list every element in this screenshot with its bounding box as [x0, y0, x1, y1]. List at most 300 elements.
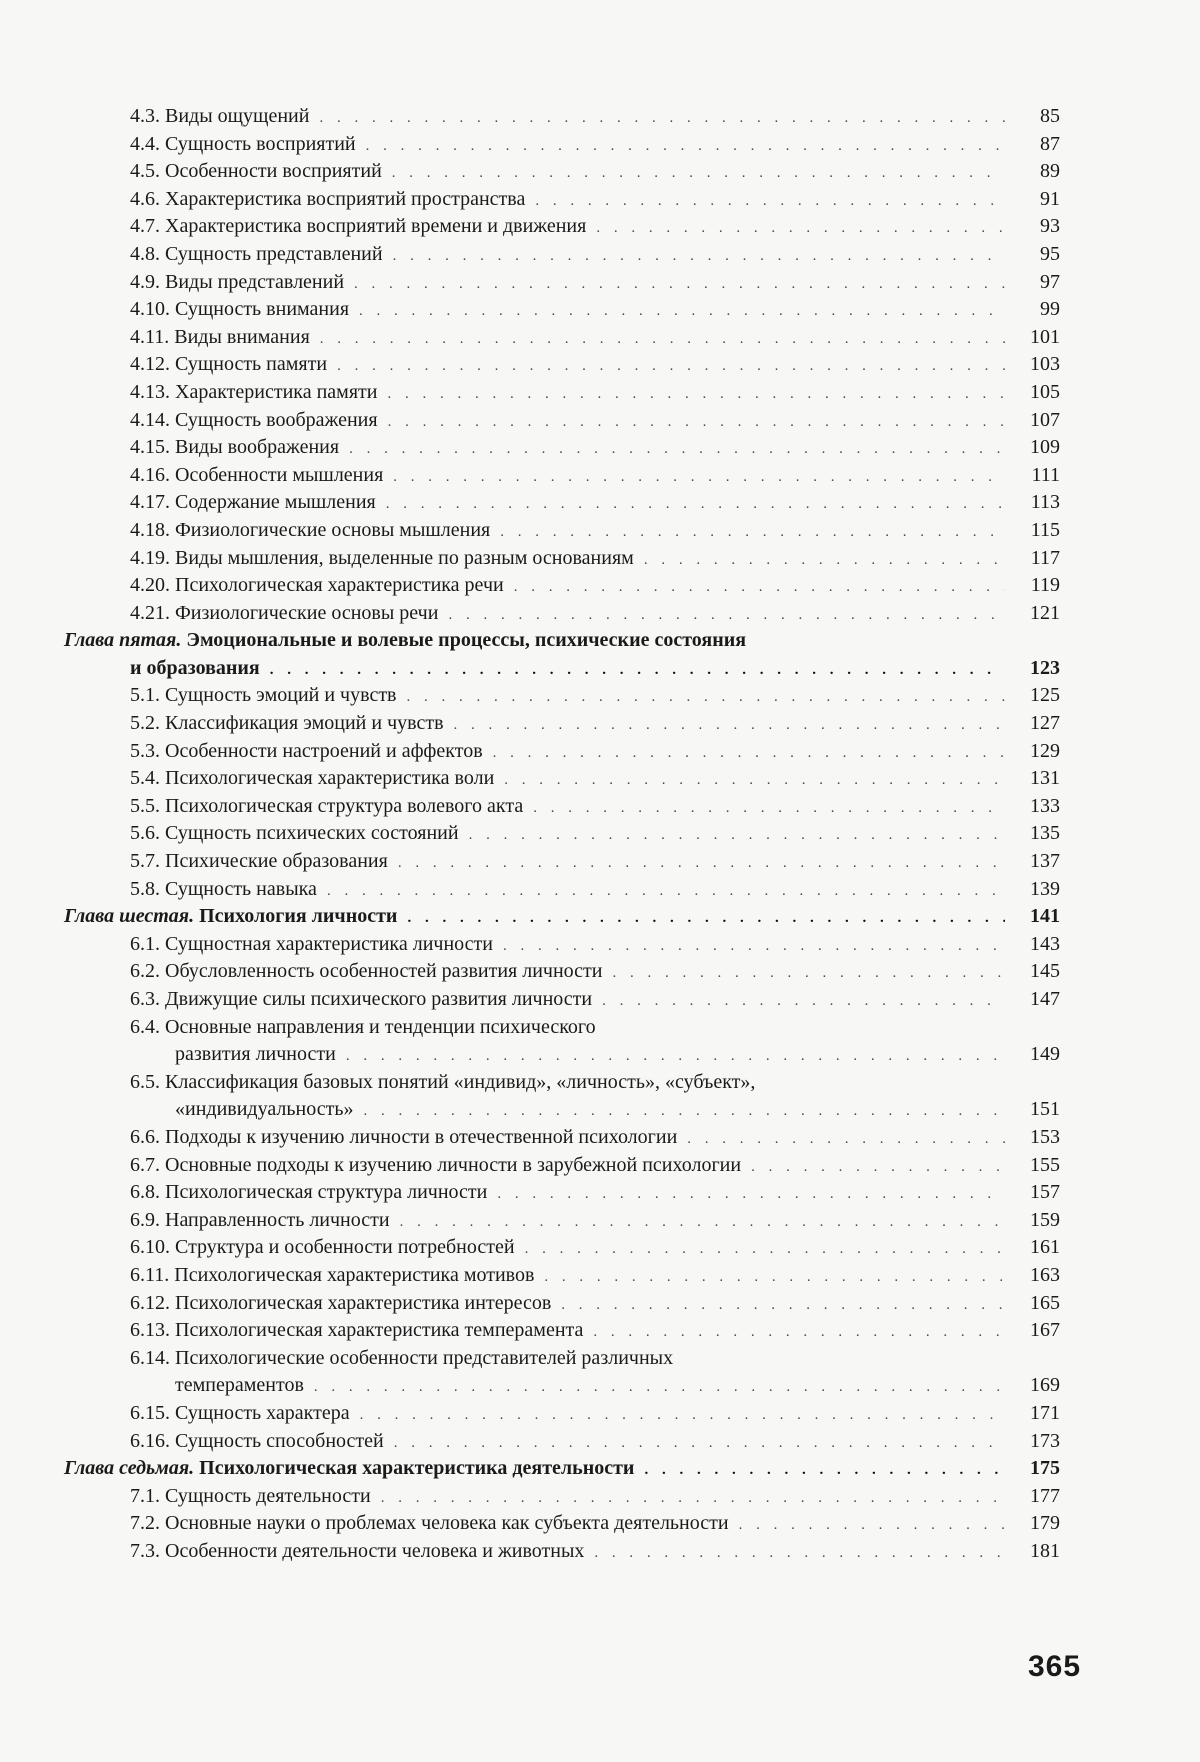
dot-leader	[525, 1236, 1005, 1264]
dot-leader	[394, 1430, 1005, 1458]
toc-entry-text: 6.8. Психологическая структура личности	[130, 1181, 488, 1204]
toc-entry-title	[130, 572, 514, 600]
toc-entry-line	[130, 1179, 1005, 1207]
dot-leader	[533, 795, 1005, 823]
toc-page-number: 129	[1030, 739, 1060, 762]
toc-entry	[0, 103, 1200, 131]
toc-page-number: 177	[1030, 1484, 1060, 1507]
toc-entry-title	[130, 296, 359, 324]
toc-page-number: 127	[1030, 712, 1060, 735]
toc-entry-line	[130, 1317, 1005, 1345]
toc-entry-line	[175, 1041, 1005, 1069]
dot-leader	[393, 464, 1005, 492]
toc-entry-line	[130, 1428, 1005, 1456]
toc-entry-line	[130, 131, 1005, 159]
toc-entry-title	[130, 1152, 751, 1180]
toc-entry-title	[130, 958, 613, 986]
toc-entry-line	[130, 407, 1005, 435]
toc-entry-title	[130, 876, 327, 904]
toc-entry-title	[130, 379, 387, 407]
toc-page-number: 153	[1030, 1125, 1060, 1148]
toc-page-number: 175	[1030, 1457, 1060, 1480]
toc-entry	[0, 655, 1200, 683]
toc-entry-line	[130, 820, 1005, 848]
toc-entry-line	[130, 103, 1005, 131]
toc-entry-line	[130, 517, 1005, 545]
toc-entry-line	[130, 1262, 1005, 1290]
toc-page-number: 141	[1030, 905, 1060, 928]
toc-entry-text: 5.1. Сущность эмоций и чувств	[130, 684, 397, 707]
toc-entry-title	[130, 434, 349, 462]
toc-page-number: 85	[1040, 105, 1060, 127]
toc-entry-line	[130, 379, 1005, 407]
toc-entry-line	[130, 1510, 1005, 1538]
toc-entry-title	[130, 1262, 544, 1290]
toc-entry-title	[130, 1345, 683, 1373]
toc-entry	[0, 1400, 1200, 1428]
dot-leader	[270, 657, 1005, 685]
toc-entry-title	[130, 682, 407, 710]
toc-entry-text: 6.12. Психологическая характеристика интересов	[130, 1291, 552, 1314]
toc-entry	[0, 710, 1200, 738]
toc-entry-title	[64, 903, 407, 931]
toc-entry	[0, 1510, 1200, 1538]
toc-entry-title	[64, 627, 756, 655]
toc-page-number: 147	[1030, 988, 1060, 1010]
toc-entry	[0, 1207, 1200, 1235]
toc-entry	[0, 1290, 1200, 1318]
toc-entry	[0, 1234, 1200, 1262]
dot-leader	[363, 1098, 1005, 1126]
toc-entry-title	[130, 324, 320, 352]
toc-entry-text: 5.2. Классификация эмоций и чувств	[130, 712, 444, 735]
toc-entry	[0, 186, 1200, 214]
toc-entry-title	[130, 158, 392, 186]
toc-entry-text: 4.9. Виды представлений	[130, 270, 345, 293]
toc-entry-text: темпераментов	[175, 1374, 304, 1397]
dot-leader	[613, 960, 1006, 988]
toc-page-number: 161	[1030, 1236, 1060, 1259]
toc-entry-title	[130, 1179, 497, 1207]
toc-entry-title	[130, 131, 366, 159]
toc-entry-text: 4.15. Виды воображения	[130, 436, 340, 459]
toc-entry-title	[130, 351, 337, 379]
toc-entry-text: 7.3. Особенности деятельности человека и животных	[130, 1539, 585, 1562]
toc-entry	[0, 876, 1200, 904]
toc-entry-text: 4.18. Физиологические основы мышления	[130, 518, 491, 541]
toc-entry-text: 5.8. Сущность навыка	[130, 877, 317, 900]
toc-entry-line	[130, 269, 1005, 297]
dot-leader	[400, 1209, 1005, 1237]
toc-page-number: 181	[1030, 1539, 1060, 1562]
toc-entry-line	[130, 1234, 1005, 1262]
chapter-lead: Глава пятая.	[64, 629, 182, 652]
toc-entry	[0, 296, 1200, 324]
toc-page-number: 163	[1030, 1263, 1060, 1286]
toc-page-number: 135	[1030, 822, 1060, 845]
toc-entry-text: Эмоциональные и волевые процессы, психические состояния	[186, 629, 747, 652]
toc-entry-title	[175, 1372, 314, 1400]
toc-entry-title	[130, 462, 393, 490]
toc-entry	[0, 1455, 1200, 1483]
toc-entry-line	[130, 1069, 1005, 1097]
toc-entry-line	[130, 434, 1005, 462]
toc-entry-text: 4.11. Виды внимания	[130, 325, 310, 348]
dot-leader	[596, 215, 1005, 243]
toc-entry-line	[130, 793, 1005, 821]
toc-page-number: 123	[1030, 656, 1060, 679]
toc-entry-title	[130, 517, 500, 545]
toc-entry-text: 6.5. Классификация базовых понятий «индивид», «личность», «субъект»,	[130, 1070, 756, 1093]
toc-entry-text: «индивидуальность»	[175, 1098, 354, 1121]
toc-entry	[0, 517, 1200, 545]
toc-entry-line	[130, 1345, 1005, 1373]
toc-page-number: 151	[1030, 1098, 1060, 1121]
toc-entry-line	[130, 682, 1005, 710]
toc-page-number: 99	[1040, 298, 1060, 321]
dot-leader	[493, 740, 1005, 768]
toc-entry	[0, 1428, 1200, 1456]
toc-entry	[0, 545, 1200, 573]
toc-page-number: 91	[1040, 187, 1060, 210]
toc-entry-title	[130, 931, 503, 959]
toc-entry	[0, 1014, 1200, 1042]
dot-leader	[514, 574, 1005, 602]
toc-page-number: 95	[1040, 242, 1060, 265]
toc-entry	[0, 1041, 1200, 1069]
toc-entry	[0, 1372, 1200, 1400]
dot-leader	[644, 1457, 1005, 1485]
toc-page-number: 149	[1030, 1043, 1060, 1066]
toc-entry	[0, 793, 1200, 821]
toc-entry-title	[175, 1041, 346, 1069]
dot-leader	[593, 1319, 1005, 1347]
toc-entry-line	[130, 958, 1005, 986]
dot-leader	[327, 878, 1005, 906]
toc-page-number: 157	[1030, 1181, 1060, 1204]
dot-leader	[388, 409, 1005, 437]
toc-entry	[0, 269, 1200, 297]
dot-leader	[320, 326, 1005, 354]
toc-page-number: 167	[1030, 1319, 1060, 1342]
dot-leader	[337, 353, 1005, 381]
toc-entry-text: 4.6. Характеристика восприятий пространства	[130, 187, 526, 210]
toc-entry-title	[64, 1455, 644, 1483]
toc-entry	[0, 351, 1200, 379]
toc-page-number: 119	[1030, 574, 1060, 597]
toc-entry-text: 6.15. Сущность характера	[130, 1401, 350, 1424]
toc-entry-line	[130, 1124, 1005, 1152]
dot-leader	[360, 1402, 1005, 1430]
toc-entry	[0, 1262, 1200, 1290]
toc-entry-text: 6.16. Сущность способностей	[130, 1429, 384, 1452]
toc-entry-line	[130, 186, 1005, 214]
dot-leader	[354, 271, 1005, 299]
toc-entry	[0, 1152, 1200, 1180]
toc-entry	[0, 572, 1200, 600]
toc-entry-line	[130, 738, 1005, 766]
toc-entry-line	[130, 600, 1005, 628]
toc-entry-line	[130, 351, 1005, 379]
toc-entry-title	[130, 1290, 561, 1318]
toc-entry-text: 4.17. Содержание мышления	[130, 491, 376, 514]
toc-entry-line	[64, 1455, 1005, 1483]
toc-entry-title	[130, 1124, 687, 1152]
toc-entry-text: 6.10. Структура и особенности потребностей	[130, 1236, 515, 1259]
toc-entry-text: 6.1. Сущностная характеристика личности	[130, 932, 493, 955]
toc-entry-title	[130, 1400, 360, 1428]
toc-page-number: 107	[1030, 408, 1060, 431]
toc-entry	[0, 986, 1200, 1014]
toc-entry	[0, 903, 1200, 931]
toc-entry-text: 5.3. Особенности настроений и аффектов	[130, 739, 483, 762]
toc-entry-title	[130, 213, 596, 241]
toc-entry-line	[130, 1538, 1005, 1566]
chapter-lead: Глава шестая.	[64, 905, 195, 928]
toc-page-number: 169	[1030, 1374, 1060, 1397]
toc-entry-title	[130, 489, 386, 517]
toc-entry	[0, 1538, 1200, 1566]
toc-entry-title	[130, 793, 533, 821]
toc-page-number: 101	[1030, 325, 1060, 348]
toc-entry-title	[130, 241, 393, 269]
toc-entry-text: 6.11. Психологическая характеристика мотивов	[130, 1263, 535, 1286]
toc-entry-title	[130, 710, 454, 738]
dot-leader	[381, 1485, 1005, 1513]
toc-entry-line	[130, 710, 1005, 738]
toc-page-number: 109	[1030, 436, 1060, 459]
toc-entry	[0, 931, 1200, 959]
toc-entry	[0, 379, 1200, 407]
toc-page-number: 125	[1030, 684, 1060, 707]
toc-entry-text: 6.7. Основные подходы к изучению личности в зарубежной психологии	[130, 1153, 742, 1176]
toc-entry	[0, 627, 1200, 655]
toc-entry-title	[130, 1538, 594, 1566]
toc-entry-line	[130, 1014, 1005, 1042]
toc-entry-line	[64, 903, 1005, 931]
toc-entry-text: 4.16. Особенности мышления	[130, 463, 384, 486]
dot-leader	[407, 684, 1005, 712]
toc-page-number: 131	[1030, 767, 1060, 790]
toc-entry	[0, 1345, 1200, 1373]
toc-page-number: 103	[1030, 353, 1060, 376]
toc-entry-line	[130, 1152, 1005, 1180]
toc-entry-text: 6.6. Подходы к изучению личности в отечественной психологии	[130, 1125, 678, 1148]
toc-entry-title	[130, 986, 602, 1014]
toc-entry-text: 6.9. Направленность личности	[130, 1208, 390, 1231]
toc-entry	[0, 600, 1200, 628]
dot-leader	[497, 1181, 1005, 1209]
dot-leader	[687, 1126, 1005, 1154]
toc-entry-text: 4.7. Характеристика восприятий времени и движения	[130, 215, 587, 238]
table-of-contents	[0, 103, 1200, 1565]
toc-entry-title	[130, 1207, 400, 1235]
dot-leader	[386, 491, 1005, 519]
dot-leader	[454, 712, 1005, 740]
toc-entry-line	[130, 1483, 1005, 1511]
dot-leader	[751, 1154, 1005, 1182]
toc-entry-line	[130, 241, 1005, 269]
toc-page-number: 89	[1040, 160, 1060, 183]
toc-entry	[0, 1317, 1200, 1345]
toc-entry-text: 5.6. Сущность психических состояний	[130, 822, 459, 845]
toc-page-number: 115	[1030, 518, 1060, 541]
toc-entry	[0, 324, 1200, 352]
toc-entry-line	[130, 931, 1005, 959]
toc-page-number: 139	[1030, 877, 1060, 900]
dot-leader	[500, 519, 1005, 547]
toc-entry-line	[130, 545, 1005, 573]
dot-leader	[314, 1374, 1005, 1402]
toc-entry	[0, 1483, 1200, 1511]
toc-page-number: 159	[1030, 1208, 1060, 1231]
dot-leader	[503, 933, 1005, 961]
toc-entry-text: 4.12. Сущность памяти	[130, 353, 328, 376]
toc-entry-text: 4.8. Сущность представлений	[130, 242, 383, 265]
dot-leader	[561, 1292, 1005, 1320]
toc-entry-line	[130, 1400, 1005, 1428]
dot-leader	[393, 243, 1005, 271]
toc-entry-text: 4.19. Виды мышления, выделенные по разным основаниям	[130, 546, 634, 569]
toc-entry-line	[130, 572, 1005, 600]
toc-entry-text: 5.5. Психологическая структура волевого акта	[130, 794, 524, 817]
toc-entry-text: 4.5. Особенности восприятий	[130, 160, 382, 183]
toc-entry	[0, 241, 1200, 269]
toc-page-number: 133	[1030, 794, 1060, 817]
toc-entry-text: развития личности	[175, 1043, 336, 1066]
toc-entry-text: 6.3. Движущие силы психического развития личности	[130, 988, 593, 1010]
toc-entry-line	[130, 1290, 1005, 1318]
dot-leader	[366, 133, 1005, 161]
dot-leader	[398, 850, 1005, 878]
toc-page-number: 105	[1030, 380, 1060, 403]
toc-entry	[0, 765, 1200, 793]
toc-entry-title	[130, 1428, 394, 1456]
dot-leader	[407, 905, 1005, 933]
toc-entry-line	[130, 158, 1005, 186]
toc-entry	[0, 848, 1200, 876]
toc-entry-title	[130, 820, 469, 848]
toc-page-number: 143	[1030, 932, 1060, 955]
toc-page-number: 171	[1030, 1401, 1060, 1424]
toc-entry-text: 6.4. Основные направления и тенденции психического	[130, 1015, 596, 1038]
toc-entry	[0, 958, 1200, 986]
toc-entry-text: 4.13. Характеристика памяти	[130, 380, 378, 403]
toc-entry-text: 6.14. Психологические особенности представителей различных	[130, 1346, 674, 1369]
toc-entry-line	[130, 1207, 1005, 1235]
dot-leader	[602, 988, 1005, 1016]
toc-entry-text: 4.14. Сущность воображения	[130, 408, 378, 431]
toc-entry-title	[130, 655, 270, 683]
toc-entry-title	[130, 407, 388, 435]
toc-entry-text: 6.13. Психологическая характеристика темперамента	[130, 1319, 584, 1342]
toc-entry-line	[130, 765, 1005, 793]
toc-page-number: 137	[1030, 850, 1060, 873]
toc-entry-title	[130, 1510, 739, 1538]
toc-entry-title	[130, 1317, 593, 1345]
toc-entry-title	[175, 1096, 363, 1124]
toc-page-number: 165	[1030, 1291, 1060, 1314]
toc-entry-title	[130, 765, 504, 793]
toc-entry-text: Психологическая характеристика деятельности	[199, 1457, 635, 1480]
toc-entry-title	[130, 848, 398, 876]
dot-leader	[504, 767, 1005, 795]
dot-leader	[469, 822, 1005, 850]
toc-entry-title	[130, 269, 354, 297]
page-number: 365	[1028, 1650, 1082, 1683]
toc-page-number: 155	[1030, 1153, 1060, 1176]
toc-entry-line	[130, 876, 1005, 904]
toc-entry-line	[130, 462, 1005, 490]
toc-entry-title	[130, 1234, 525, 1262]
toc-entry	[0, 213, 1200, 241]
toc-entry-line	[130, 296, 1005, 324]
toc-entry-text: 5.7. Психические образования	[130, 850, 388, 873]
dot-leader	[448, 602, 1005, 630]
toc-entry-line	[130, 213, 1005, 241]
toc-entry-title	[130, 103, 319, 131]
toc-entry-text: 4.21. Физиологические основы речи	[130, 601, 439, 624]
toc-entry	[0, 407, 1200, 435]
toc-entry-line	[130, 848, 1005, 876]
toc-entry	[0, 1179, 1200, 1207]
dot-leader	[346, 1043, 1005, 1071]
toc-entry-line	[64, 627, 1005, 655]
toc-entry-title	[130, 1014, 606, 1042]
toc-entry	[0, 820, 1200, 848]
toc-page-number: 179	[1030, 1512, 1060, 1535]
toc-entry-line	[130, 655, 1005, 683]
toc-entry-title	[130, 600, 448, 628]
toc-entry	[0, 1124, 1200, 1152]
toc-entry	[0, 1069, 1200, 1097]
dot-leader	[594, 1540, 1005, 1568]
toc-entry-title	[130, 738, 493, 766]
toc-entry-line	[130, 489, 1005, 517]
toc-entry-line	[130, 986, 1005, 1014]
toc-entry-text: 4.4. Сущность восприятий	[130, 132, 356, 155]
toc-entry-title	[130, 1069, 765, 1097]
toc-entry-line	[130, 324, 1005, 352]
toc-page-number: 145	[1030, 960, 1060, 983]
toc-entry	[0, 1096, 1200, 1124]
toc-entry-title	[130, 1483, 381, 1511]
toc-entry-text: 6.2. Обусловленность особенностей развития личности	[130, 960, 603, 983]
toc-entry	[0, 131, 1200, 159]
toc-entry-text: 7.2. Основные науки о проблемах человека как субъекта деятельности	[130, 1512, 729, 1535]
toc-entry	[0, 738, 1200, 766]
toc-entry-title	[130, 186, 535, 214]
toc-entry-text: Психология личности	[199, 905, 398, 928]
dot-leader	[349, 436, 1005, 464]
toc-entry	[0, 434, 1200, 462]
toc-entry-text: 4.20. Психологическая характеристика речи	[130, 574, 504, 597]
dot-leader	[319, 105, 1005, 133]
dot-leader	[392, 160, 1005, 188]
toc-page-number: 113	[1030, 491, 1060, 514]
toc-entry	[0, 462, 1200, 490]
toc-entry-text: 4.3. Виды ощущений	[130, 105, 310, 127]
toc-entry-text: 4.10. Сущность внимания	[130, 298, 350, 321]
toc-entry	[0, 158, 1200, 186]
dot-leader	[359, 298, 1005, 326]
toc-entry-text: 7.1. Сущность деятельности	[130, 1484, 371, 1507]
toc-page-number: 87	[1040, 132, 1060, 155]
toc-page-number: 111	[1031, 463, 1060, 486]
toc-entry-line	[175, 1372, 1005, 1400]
dot-leader	[739, 1512, 1005, 1540]
toc-entry-title	[130, 545, 644, 573]
